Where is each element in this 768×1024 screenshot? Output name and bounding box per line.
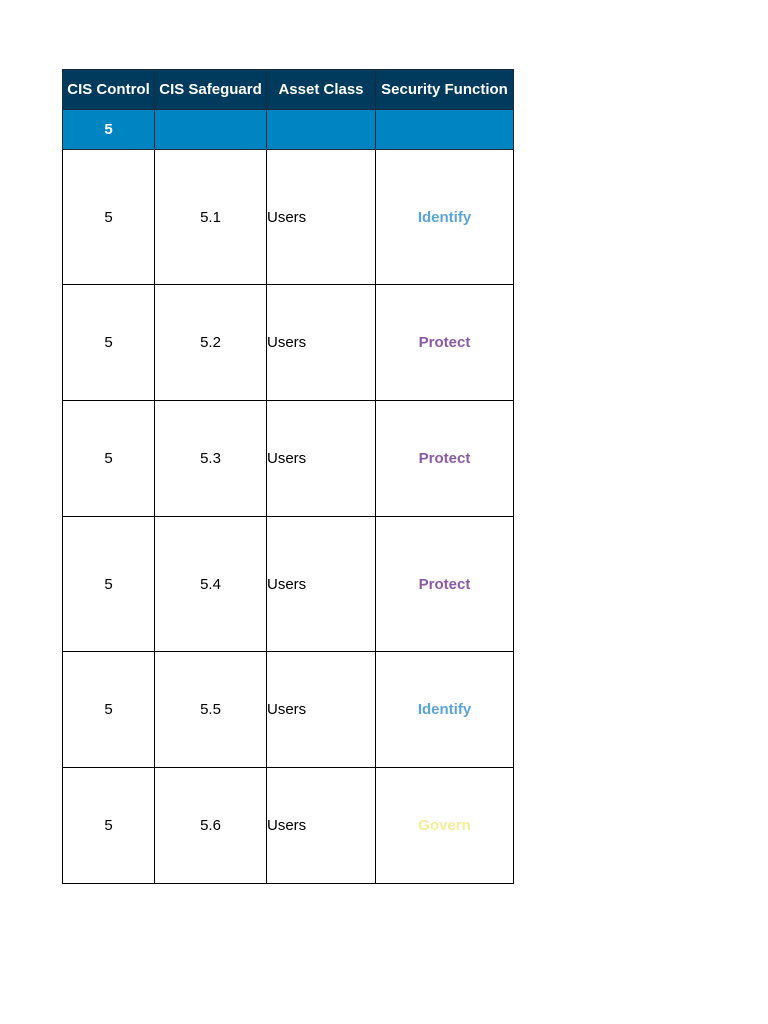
control-cell: 5 xyxy=(63,285,155,401)
control-cell: 5 xyxy=(63,652,155,768)
table-row xyxy=(63,401,514,517)
header-cis-control: CIS Control xyxy=(63,70,155,110)
safeguard-cell: 5.2 xyxy=(155,285,267,401)
control-group-row xyxy=(63,110,514,150)
table-row xyxy=(63,517,514,652)
table-header xyxy=(63,70,514,110)
group-control-cell: 5 xyxy=(63,110,155,150)
header-cis-safeguard: CIS Safeguard xyxy=(155,70,267,110)
control-cell: 5 xyxy=(63,150,155,285)
asset-class-cell: Users xyxy=(267,768,376,884)
security-function-cell: Protect xyxy=(376,285,514,401)
safeguard-cell: 5.1 xyxy=(155,150,267,285)
table-row xyxy=(63,150,514,285)
safeguard-cell: 5.5 xyxy=(155,652,267,768)
security-function-cell: Identify xyxy=(376,652,514,768)
table-row xyxy=(63,768,514,884)
table-row xyxy=(63,652,514,768)
header-asset-class: Asset Class xyxy=(267,70,376,110)
safeguard-cell: 5.6 xyxy=(155,768,267,884)
group-safeguard-cell xyxy=(155,110,267,150)
table-row xyxy=(63,285,514,401)
group-function-cell xyxy=(376,110,514,150)
cis-safeguards-table xyxy=(62,69,514,884)
asset-class-cell: Users xyxy=(267,285,376,401)
security-function-cell: Identify xyxy=(376,150,514,285)
asset-class-cell: Users xyxy=(267,652,376,768)
safeguard-cell: 5.4 xyxy=(155,517,267,652)
security-function-cell: Protect xyxy=(376,517,514,652)
table-body xyxy=(63,150,514,884)
asset-class-cell: Users xyxy=(267,150,376,285)
header-row xyxy=(63,70,514,110)
security-function-cell: Protect xyxy=(376,401,514,517)
safeguard-cell: 5.3 xyxy=(155,401,267,517)
table-group xyxy=(63,110,514,150)
header-security-function: Security Function xyxy=(376,70,514,110)
group-asset-class-cell xyxy=(267,110,376,150)
security-function-cell: Govern xyxy=(376,768,514,884)
asset-class-cell: Users xyxy=(267,401,376,517)
control-cell: 5 xyxy=(63,768,155,884)
asset-class-cell: Users xyxy=(267,517,376,652)
control-cell: 5 xyxy=(63,401,155,517)
control-cell: 5 xyxy=(63,517,155,652)
